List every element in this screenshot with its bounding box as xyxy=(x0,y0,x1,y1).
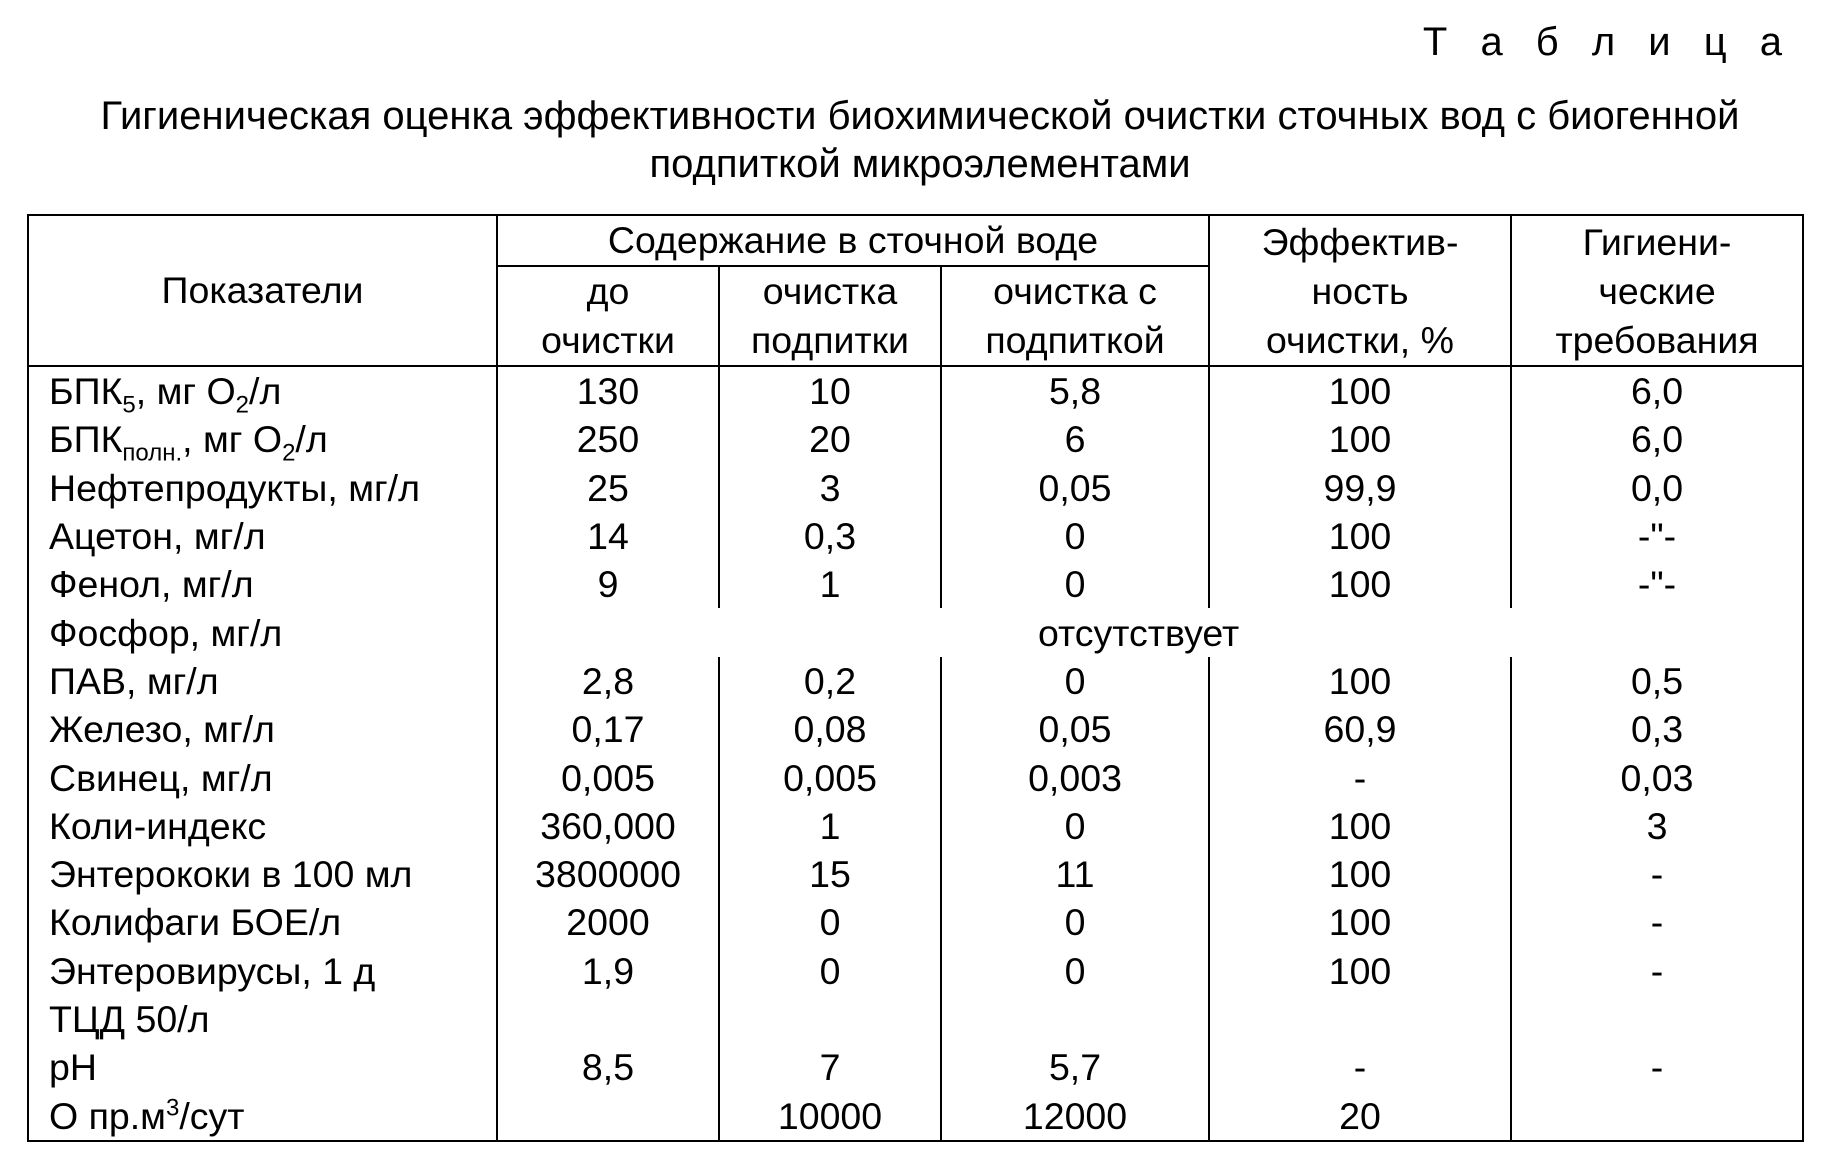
cell-hygiene: 0,5 xyxy=(1511,657,1803,705)
cell-clean: 15 xyxy=(719,850,941,898)
cell-before: 0,005 xyxy=(497,753,719,801)
cell-clean: 10 xyxy=(719,366,941,415)
cell-clean: 0,005 xyxy=(719,753,941,801)
table-row xyxy=(28,464,1803,512)
cell-before: 2,8 xyxy=(497,657,719,705)
header-efficiency: Эффектив- ность очистки, % xyxy=(1209,215,1511,366)
cell-clean-feed: 0 xyxy=(941,512,1209,560)
cell-absent: отсутствует xyxy=(497,608,1803,656)
cell-clean: 0,3 xyxy=(719,512,941,560)
cell-clean-feed: 0,05 xyxy=(941,464,1209,512)
cell-hygiene: -"- xyxy=(1511,560,1803,608)
cell-clean: 0,08 xyxy=(719,705,941,753)
cell-clean: 0 xyxy=(719,947,941,1044)
header-clean: очистка подпитки xyxy=(719,266,941,366)
table-row xyxy=(28,705,1803,753)
row-name: Ацетон, мг/л xyxy=(49,515,266,558)
row-name: Свинец, мг/л xyxy=(49,756,273,799)
cell-before: 14 xyxy=(497,512,719,560)
row-name: $БПК_{полн.}$, мг $О_2/л$ xyxy=(49,418,328,464)
table-row xyxy=(28,802,1803,850)
table-row xyxy=(28,850,1803,898)
cell-clean-feed: 0 xyxy=(941,947,1209,1044)
cell-before: 3800000 xyxy=(497,850,719,898)
cell-clean-feed: 12000 xyxy=(941,1091,1209,1140)
row-name: Нефтепродукты, мг/л xyxy=(49,466,420,509)
row-name: Фенол, мг/л xyxy=(49,563,254,606)
table-row xyxy=(28,560,1803,608)
cell-clean: 0,2 xyxy=(719,657,941,705)
cell-efficiency: - xyxy=(1209,753,1511,801)
cell-hygiene: - xyxy=(1511,1043,1803,1091)
row-name: Фосфор, мг/л xyxy=(49,611,283,654)
header-clean-feed: очистка с подпиткой xyxy=(941,266,1209,366)
cell-hygiene: 0,03 xyxy=(1511,753,1803,801)
table-row xyxy=(28,512,1803,560)
cell-clean-feed: 0 xyxy=(941,560,1209,608)
table-row xyxy=(28,753,1803,801)
cell-before xyxy=(497,1091,719,1140)
cell-clean-feed: 0 xyxy=(941,802,1209,850)
cell-efficiency: 100 xyxy=(1209,657,1511,705)
document-title xyxy=(40,92,1800,188)
row-name: ПАВ, мг/л xyxy=(49,659,219,702)
row-name: pH xyxy=(49,1046,97,1089)
cell-efficiency: 100 xyxy=(1209,512,1511,560)
cell-clean: 10000 xyxy=(719,1091,941,1140)
row-name: Энтерококи в 100 мл xyxy=(49,853,413,896)
data-table xyxy=(27,214,1804,1142)
cell-before: 1,9 xyxy=(497,947,719,1044)
header-content-group: Содержание в сточной воде xyxy=(497,215,1209,266)
cell-before: 2000 xyxy=(497,898,719,946)
cell-before: 9 xyxy=(497,560,719,608)
table-row xyxy=(28,608,1803,656)
cell-efficiency: 100 xyxy=(1209,802,1511,850)
cell-before: 130 xyxy=(497,366,719,415)
cell-efficiency: 60,9 xyxy=(1209,705,1511,753)
row-name: Коли-индекс xyxy=(49,804,267,847)
cell-efficiency: 20 xyxy=(1209,1091,1511,1140)
row-name: $БПК_5$, мг $О_2/л$ xyxy=(49,370,282,416)
cell-before: 360,000 xyxy=(497,802,719,850)
cell-efficiency: 100 xyxy=(1209,560,1511,608)
table-row xyxy=(28,415,1803,463)
cell-clean: 3 xyxy=(719,464,941,512)
cell-before: 250 xyxy=(497,415,719,463)
cell-before: 25 xyxy=(497,464,719,512)
cell-clean: 1 xyxy=(719,802,941,850)
cell-clean-feed: 6 xyxy=(941,415,1209,463)
row-name: О $пр.м^3$/сут xyxy=(49,1094,245,1137)
cell-clean-feed: 5,7 xyxy=(941,1043,1209,1091)
cell-hygiene: - xyxy=(1511,898,1803,946)
cell-efficiency: 100 xyxy=(1209,947,1511,1044)
cell-efficiency: 99,9 xyxy=(1209,464,1511,512)
table-row xyxy=(28,366,1803,415)
cell-hygiene: 6,0 xyxy=(1511,366,1803,415)
cell-hygiene: 3 xyxy=(1511,802,1803,850)
table-row xyxy=(28,1091,1803,1140)
cell-efficiency: 100 xyxy=(1209,898,1511,946)
cell-clean: 0 xyxy=(719,898,941,946)
cell-efficiency: 100 xyxy=(1209,415,1511,463)
row-name: Железо, мг/л xyxy=(49,708,275,751)
cell-clean: 1 xyxy=(719,560,941,608)
cell-hygiene: - xyxy=(1511,947,1803,1044)
title-line-1: Гигиеническая оценка эффективности биохимической очистки сточных вод с биогенной xyxy=(100,94,1740,138)
cell-clean-feed: 0,003 xyxy=(941,753,1209,801)
cell-before: 0,17 xyxy=(497,705,719,753)
row-name: Энтеровирусы, 1 д ТЦД 50/л xyxy=(49,949,376,1040)
cell-clean-feed: 0,05 xyxy=(941,705,1209,753)
cell-hygiene: -"- xyxy=(1511,512,1803,560)
cell-clean: 7 xyxy=(719,1043,941,1091)
cell-before: 8,5 xyxy=(497,1043,719,1091)
cell-hygiene: 0,3 xyxy=(1511,705,1803,753)
cell-hygiene: 6,0 xyxy=(1511,415,1803,463)
header-before: до очистки xyxy=(497,266,719,366)
cell-hygiene xyxy=(1511,1091,1803,1140)
cell-clean: 20 xyxy=(719,415,941,463)
header-parameters: Показатели xyxy=(28,215,497,366)
header-hygiene: Гигиени- ческие требования xyxy=(1511,215,1803,366)
cell-clean-feed: 0 xyxy=(941,898,1209,946)
cell-hygiene: - xyxy=(1511,850,1803,898)
cell-efficiency: - xyxy=(1209,1043,1511,1091)
cell-clean-feed: 5,8 xyxy=(941,366,1209,415)
cell-clean-feed: 11 xyxy=(941,850,1209,898)
cell-efficiency: 100 xyxy=(1209,366,1511,415)
table-row xyxy=(28,1043,1803,1091)
table-row xyxy=(28,657,1803,705)
cell-efficiency: 100 xyxy=(1209,850,1511,898)
row-name: Колифаги БОЕ/л xyxy=(49,901,342,944)
table-row xyxy=(28,898,1803,946)
cell-hygiene: 0,0 xyxy=(1511,464,1803,512)
table-label: Т а б л и ц а xyxy=(1422,20,1793,64)
cell-clean-feed: 0 xyxy=(941,657,1209,705)
title-line-2: подпиткой микроэлементами xyxy=(649,142,1191,186)
table-row xyxy=(28,947,1803,1044)
